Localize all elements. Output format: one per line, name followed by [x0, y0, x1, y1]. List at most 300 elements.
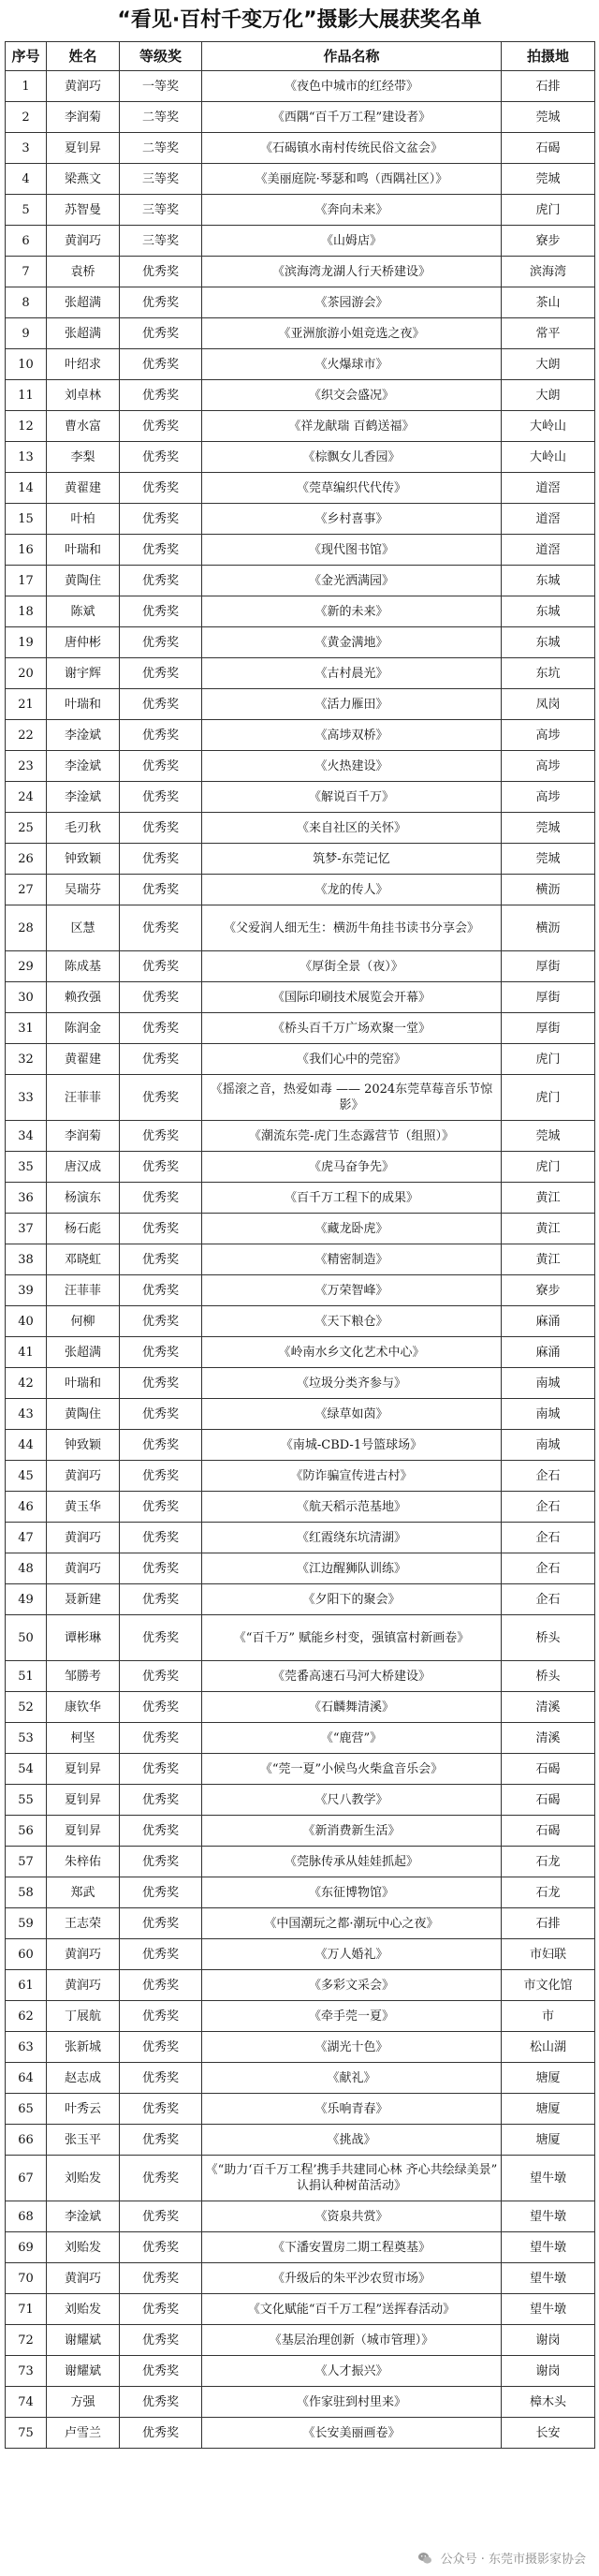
cell-name: 黄翟建 [47, 1044, 120, 1075]
cell-work-title: 《西隅“百千万工程”建设者》 [202, 102, 502, 133]
cell-index: 28 [6, 905, 47, 951]
cell-index: 29 [6, 951, 47, 982]
cell-index: 61 [6, 1970, 47, 2001]
cell-location: 大朗 [502, 380, 595, 411]
cell-name: 夏钊昇 [47, 1754, 120, 1785]
cell-work-title: 《岭南水乡文化艺术中心》 [202, 1337, 502, 1368]
award-table [5, 41, 595, 2449]
cell-location: 横沥 [502, 875, 595, 905]
cell-work-title: 《高埗双桥》 [202, 720, 502, 751]
cell-name: 黄润巧 [47, 2263, 120, 2294]
cell-index: 45 [6, 1461, 47, 1492]
cell-index: 42 [6, 1368, 47, 1399]
table-header-row [6, 42, 595, 71]
cell-index: 10 [6, 349, 47, 380]
header-index: 序号 [6, 42, 47, 71]
cell-name: 张新城 [47, 2032, 120, 2063]
cell-index: 2 [6, 102, 47, 133]
cell-index: 39 [6, 1275, 47, 1306]
cell-index: 11 [6, 380, 47, 411]
cell-name: 唐仲彬 [47, 627, 120, 658]
table-row [6, 1152, 595, 1183]
cell-location: 茶山 [502, 287, 595, 318]
cell-location: 道滘 [502, 504, 595, 535]
cell-work-title: 《南城-CBD-1号篮球场》 [202, 1430, 502, 1461]
cell-work-title: 《国际印刷技术展览会开幕》 [202, 982, 502, 1013]
cell-work-title: 《茶园游会》 [202, 287, 502, 318]
cell-award-level: 优秀奖 [120, 1723, 202, 1754]
cell-award-level: 优秀奖 [120, 2325, 202, 2356]
cell-index: 8 [6, 287, 47, 318]
cell-index: 12 [6, 411, 47, 442]
cell-name: 聂新建 [47, 1584, 120, 1615]
table-row [6, 1723, 595, 1754]
cell-award-level: 优秀奖 [120, 504, 202, 535]
cell-location: 黄江 [502, 1183, 595, 1214]
cell-name: 王志荣 [47, 1908, 120, 1939]
cell-work-title: 《石碣镇水南村传统民俗文盆会》 [202, 133, 502, 164]
table-row [6, 596, 595, 627]
cell-location: 望牛墩 [502, 2232, 595, 2263]
cell-index: 62 [6, 2001, 47, 2032]
cell-index: 20 [6, 658, 47, 689]
cell-name: 袁桥 [47, 257, 120, 287]
cell-work-title: 《尺八教学》 [202, 1785, 502, 1816]
cell-name: 夏钊昇 [47, 1816, 120, 1847]
header-award-level: 等级奖 [120, 42, 202, 71]
cell-work-title: 《藏龙卧虎》 [202, 1214, 502, 1244]
cell-award-level: 优秀奖 [120, 2263, 202, 2294]
cell-name: 杨石彪 [47, 1214, 120, 1244]
cell-award-level: 优秀奖 [120, 2125, 202, 2156]
cell-index: 47 [6, 1523, 47, 1553]
table-row [6, 1337, 595, 1368]
cell-work-title: 《解说百千万》 [202, 782, 502, 813]
table-row [6, 2032, 595, 2063]
cell-work-title: 《乡村喜事》 [202, 504, 502, 535]
cell-location: 石碣 [502, 1816, 595, 1847]
table-row [6, 1939, 595, 1970]
cell-name: 吴瑞芬 [47, 875, 120, 905]
table-row [6, 2232, 595, 2263]
table-row [6, 1399, 595, 1430]
cell-location: 虎门 [502, 1075, 595, 1121]
cell-award-level: 优秀奖 [120, 951, 202, 982]
cell-name: 杨演东 [47, 1183, 120, 1214]
cell-work-title: 《黄金满地》 [202, 627, 502, 658]
cell-index: 44 [6, 1430, 47, 1461]
table-row [6, 689, 595, 720]
cell-award-level: 优秀奖 [120, 1661, 202, 1692]
cell-work-title: 《人才振兴》 [202, 2356, 502, 2387]
cell-work-title: 《棕飘女儿香园》 [202, 442, 502, 473]
cell-name: 区慧 [47, 905, 120, 951]
cell-work-title: 《东征博物馆》 [202, 1877, 502, 1908]
cell-work-title: 《乐响青春》 [202, 2094, 502, 2125]
table-row [6, 287, 595, 318]
cell-award-level: 优秀奖 [120, 782, 202, 813]
cell-award-level: 优秀奖 [120, 473, 202, 504]
cell-name: 刘卓林 [47, 380, 120, 411]
cell-award-level: 优秀奖 [120, 982, 202, 1013]
table-row [6, 844, 595, 875]
cell-name: 夏钊昇 [47, 1785, 120, 1816]
table-row [6, 2125, 595, 2156]
cell-name: 李润菊 [47, 102, 120, 133]
cell-work-title: 《美丽庭院·琴瑟和鸣（西隅社区）》 [202, 164, 502, 195]
cell-index: 6 [6, 226, 47, 257]
cell-award-level: 优秀奖 [120, 2001, 202, 2032]
cell-name: 黄陶住 [47, 566, 120, 596]
cell-location: 石排 [502, 71, 595, 102]
cell-award-level: 优秀奖 [120, 658, 202, 689]
cell-index: 7 [6, 257, 47, 287]
cell-name: 叶瑞和 [47, 535, 120, 566]
cell-award-level: 优秀奖 [120, 535, 202, 566]
table-row [6, 1075, 595, 1121]
cell-name: 谢宇辉 [47, 658, 120, 689]
cell-award-level: 优秀奖 [120, 257, 202, 287]
cell-location: 南城 [502, 1430, 595, 1461]
cell-location: 石龙 [502, 1847, 595, 1877]
cell-location: 高埗 [502, 720, 595, 751]
table-row [6, 2156, 595, 2201]
cell-name: 汪菲菲 [47, 1075, 120, 1121]
cell-index: 18 [6, 596, 47, 627]
cell-index: 46 [6, 1492, 47, 1523]
cell-location: 塘厦 [502, 2125, 595, 2156]
cell-name: 陈斌 [47, 596, 120, 627]
cell-index: 58 [6, 1877, 47, 1908]
table-row [6, 2294, 595, 2325]
table-row [6, 1877, 595, 1908]
cell-index: 72 [6, 2325, 47, 2356]
cell-work-title: 《祥龙献瑞 百鹤送福》 [202, 411, 502, 442]
cell-award-level: 优秀奖 [120, 1368, 202, 1399]
cell-work-title: 《摇滚之音，热爱如毒 —— 2024东莞草莓音乐节惊影》 [202, 1075, 502, 1121]
cell-location: 企石 [502, 1523, 595, 1553]
cell-location: 企石 [502, 1492, 595, 1523]
cell-award-level: 优秀奖 [120, 380, 202, 411]
cell-location: 石碣 [502, 1754, 595, 1785]
cell-award-level: 优秀奖 [120, 1013, 202, 1044]
cell-location: 南城 [502, 1368, 595, 1399]
cell-work-title: 《“鹿营”》 [202, 1723, 502, 1754]
cell-index: 60 [6, 1939, 47, 1970]
table-row [6, 1013, 595, 1044]
cell-award-level: 优秀奖 [120, 689, 202, 720]
cell-location: 莞城 [502, 813, 595, 844]
cell-award-level: 二等奖 [120, 102, 202, 133]
cell-work-title: 《亚洲旅游小姐竞选之夜》 [202, 318, 502, 349]
cell-work-title: 《莞番高速石马河大桥建设》 [202, 1661, 502, 1692]
cell-award-level: 三等奖 [120, 195, 202, 226]
cell-work-title: 《现代图书馆》 [202, 535, 502, 566]
table-row [6, 504, 595, 535]
cell-work-title: 《虎马奋争先》 [202, 1152, 502, 1183]
cell-work-title: 《火热建设》 [202, 751, 502, 782]
cell-award-level: 优秀奖 [120, 1553, 202, 1584]
cell-award-level: 优秀奖 [120, 2032, 202, 2063]
cell-name: 邹勝考 [47, 1661, 120, 1692]
cell-location: 东城 [502, 566, 595, 596]
cell-name: 张超满 [47, 318, 120, 349]
cell-award-level: 优秀奖 [120, 1939, 202, 1970]
cell-index: 51 [6, 1661, 47, 1692]
cell-name: 张玉平 [47, 2125, 120, 2156]
cell-index: 68 [6, 2201, 47, 2232]
cell-index: 65 [6, 2094, 47, 2125]
cell-award-level: 优秀奖 [120, 1244, 202, 1275]
cell-award-level: 优秀奖 [120, 1692, 202, 1723]
cell-award-level: 优秀奖 [120, 875, 202, 905]
cell-index: 1 [6, 71, 47, 102]
cell-index: 35 [6, 1152, 47, 1183]
cell-work-title: 《厚街全景（夜）》 [202, 951, 502, 982]
cell-index: 53 [6, 1723, 47, 1754]
cell-work-title: 《万人婚礼》 [202, 1939, 502, 1970]
cell-name: 黄润巧 [47, 1523, 120, 1553]
cell-name: 唐汉成 [47, 1152, 120, 1183]
cell-name: 李淦斌 [47, 720, 120, 751]
table-row [6, 1661, 595, 1692]
cell-name: 黄润巧 [47, 1553, 120, 1584]
cell-name: 汪菲菲 [47, 1275, 120, 1306]
cell-index: 66 [6, 2125, 47, 2156]
cell-location: 道滘 [502, 535, 595, 566]
cell-work-title: 《献礼》 [202, 2063, 502, 2094]
cell-award-level: 优秀奖 [120, 905, 202, 951]
cell-location: 石碣 [502, 133, 595, 164]
cell-award-level: 优秀奖 [120, 627, 202, 658]
cell-name: 陈成基 [47, 951, 120, 982]
table-row [6, 1785, 595, 1816]
cell-location: 东城 [502, 627, 595, 658]
cell-work-title: 《“百千万” 赋能乡村变，强镇富村新画卷》 [202, 1615, 502, 1661]
table-row [6, 2325, 595, 2356]
cell-work-title: 《绿草如茵》 [202, 1399, 502, 1430]
table-row [6, 1523, 595, 1553]
cell-award-level: 优秀奖 [120, 566, 202, 596]
table-row [6, 566, 595, 596]
cell-work-title: 《湖光十色》 [202, 2032, 502, 2063]
cell-name: 柯坚 [47, 1723, 120, 1754]
cell-award-level: 优秀奖 [120, 2156, 202, 2201]
table-row [6, 905, 595, 951]
table-row [6, 1492, 595, 1523]
cell-location: 虎门 [502, 195, 595, 226]
cell-location: 企石 [502, 1584, 595, 1615]
cell-award-level: 优秀奖 [120, 1399, 202, 1430]
cell-work-title: 《万荣智峰》 [202, 1275, 502, 1306]
cell-index: 43 [6, 1399, 47, 1430]
cell-location: 麻涌 [502, 1306, 595, 1337]
cell-award-level: 优秀奖 [120, 2387, 202, 2418]
cell-name: 毛刃秋 [47, 813, 120, 844]
cell-name: 叶秀云 [47, 2094, 120, 2125]
cell-index: 75 [6, 2418, 47, 2449]
cell-location: 大朗 [502, 349, 595, 380]
cell-index: 32 [6, 1044, 47, 1075]
table-row [6, 1430, 595, 1461]
cell-index: 9 [6, 318, 47, 349]
cell-award-level: 优秀奖 [120, 1461, 202, 1492]
table-row [6, 2001, 595, 2032]
cell-location: 企石 [502, 1461, 595, 1492]
cell-index: 27 [6, 875, 47, 905]
cell-location: 寮步 [502, 1275, 595, 1306]
cell-index: 37 [6, 1214, 47, 1244]
cell-name: 叶绍求 [47, 349, 120, 380]
cell-work-title: 《来自社区的关怀》 [202, 813, 502, 844]
cell-index: 22 [6, 720, 47, 751]
cell-work-title: 《潮流东莞-虎门生态露营节（组照）》 [202, 1121, 502, 1152]
cell-award-level: 优秀奖 [120, 1523, 202, 1553]
cell-work-title: 《牵手莞一夏》 [202, 2001, 502, 2032]
table-row [6, 951, 595, 982]
cell-index: 49 [6, 1584, 47, 1615]
cell-work-title: 《滨海湾龙湖人行天桥建设》 [202, 257, 502, 287]
cell-award-level: 优秀奖 [120, 596, 202, 627]
cell-location: 莞城 [502, 844, 595, 875]
header-work-title: 作品名称 [202, 42, 502, 71]
table-row [6, 2201, 595, 2232]
table-row [6, 1847, 595, 1877]
cell-location: 黄江 [502, 1244, 595, 1275]
cell-award-level: 优秀奖 [120, 1908, 202, 1939]
cell-award-level: 优秀奖 [120, 1492, 202, 1523]
cell-name: 李润菊 [47, 1121, 120, 1152]
cell-name: 刘贻发 [47, 2294, 120, 2325]
cell-work-title: 《垃圾分类齐参与》 [202, 1368, 502, 1399]
cell-work-title: 《新消费新生活》 [202, 1816, 502, 1847]
table-row [6, 1244, 595, 1275]
cell-award-level: 优秀奖 [120, 2232, 202, 2263]
cell-location: 虎门 [502, 1152, 595, 1183]
cell-award-level: 优秀奖 [120, 1615, 202, 1661]
cell-work-title: 《父爱润人细无生：横沥牛角挂书读书分享会》 [202, 905, 502, 951]
table-row [6, 751, 595, 782]
cell-location: 市妇联 [502, 1939, 595, 1970]
cell-award-level: 三等奖 [120, 226, 202, 257]
cell-location: 长安 [502, 2418, 595, 2449]
cell-work-title: 《火爆球市》 [202, 349, 502, 380]
table-row [6, 1214, 595, 1244]
cell-name: 康钦华 [47, 1692, 120, 1723]
table-row [6, 1275, 595, 1306]
table-row [6, 720, 595, 751]
table-row [6, 133, 595, 164]
cell-index: 33 [6, 1075, 47, 1121]
cell-award-level: 优秀奖 [120, 1816, 202, 1847]
cell-name: 黄润巧 [47, 226, 120, 257]
table-row [6, 2063, 595, 2094]
cell-award-level: 优秀奖 [120, 1970, 202, 2001]
cell-index: 16 [6, 535, 47, 566]
cell-location: 厚街 [502, 951, 595, 982]
cell-award-level: 优秀奖 [120, 1754, 202, 1785]
cell-award-level: 优秀奖 [120, 844, 202, 875]
table-row [6, 1692, 595, 1723]
cell-location: 厚街 [502, 982, 595, 1013]
cell-index: 36 [6, 1183, 47, 1214]
cell-name: 邓晓虹 [47, 1244, 120, 1275]
table-row [6, 627, 595, 658]
cell-name: 赖孜强 [47, 982, 120, 1013]
cell-name: 赵志成 [47, 2063, 120, 2094]
cell-location: 谢岗 [502, 2325, 595, 2356]
cell-name: 刘贻发 [47, 2156, 120, 2201]
cell-work-title: 《红霞绕东坑清湖》 [202, 1523, 502, 1553]
cell-work-title: 《织交会盛况》 [202, 380, 502, 411]
cell-work-title: 《天下粮仓》 [202, 1306, 502, 1337]
cell-award-level: 优秀奖 [120, 349, 202, 380]
cell-index: 63 [6, 2032, 47, 2063]
cell-location: 石龙 [502, 1877, 595, 1908]
cell-award-level: 优秀奖 [120, 720, 202, 751]
table-row [6, 473, 595, 504]
cell-work-title: 《山姆店》 [202, 226, 502, 257]
cell-index: 30 [6, 982, 47, 1013]
cell-name: 谭彬琳 [47, 1615, 120, 1661]
table-row [6, 658, 595, 689]
cell-index: 73 [6, 2356, 47, 2387]
cell-index: 41 [6, 1337, 47, 1368]
cell-index: 13 [6, 442, 47, 473]
cell-location: 莞城 [502, 102, 595, 133]
cell-location: 石排 [502, 1908, 595, 1939]
cell-location: 望牛墩 [502, 2263, 595, 2294]
cell-index: 19 [6, 627, 47, 658]
table-row [6, 442, 595, 473]
cell-award-level: 优秀奖 [120, 2094, 202, 2125]
cell-index: 14 [6, 473, 47, 504]
cell-name: 黄陶住 [47, 1399, 120, 1430]
table-row [6, 982, 595, 1013]
cell-work-title: 《石麟舞清溪》 [202, 1692, 502, 1723]
cell-index: 3 [6, 133, 47, 164]
cell-index: 24 [6, 782, 47, 813]
cell-location: 清溪 [502, 1692, 595, 1723]
cell-award-level: 优秀奖 [120, 2201, 202, 2232]
cell-work-title: 《百千万工程下的成果》 [202, 1183, 502, 1214]
cell-work-title: 《“助力‘百千万工程’携手共建同心林 齐心共绘绿美景” 认捐认种树苗活动》 [202, 2156, 502, 2201]
cell-location: 黄江 [502, 1214, 595, 1244]
cell-work-title: 《古村晨光》 [202, 658, 502, 689]
cell-work-title: 《莞脉传承从娃娃抓起》 [202, 1847, 502, 1877]
table-row [6, 1970, 595, 2001]
cell-award-level: 优秀奖 [120, 1075, 202, 1121]
cell-index: 4 [6, 164, 47, 195]
cell-index: 25 [6, 813, 47, 844]
table-row [6, 380, 595, 411]
table-row [6, 71, 595, 102]
cell-award-level: 优秀奖 [120, 1121, 202, 1152]
cell-work-title: 《“莞一夏”小候鸟火柴盒音乐会》 [202, 1754, 502, 1785]
cell-index: 31 [6, 1013, 47, 1044]
table-row [6, 102, 595, 133]
table-row [6, 2356, 595, 2387]
cell-name: 苏智曼 [47, 195, 120, 226]
cell-location: 大岭山 [502, 442, 595, 473]
table-row [6, 2263, 595, 2294]
cell-work-title: 《江边醒狮队训练》 [202, 1553, 502, 1584]
cell-location: 石碣 [502, 1785, 595, 1816]
cell-location: 企石 [502, 1553, 595, 1584]
table-row [6, 1368, 595, 1399]
table-row [6, 1461, 595, 1492]
cell-award-level: 优秀奖 [120, 2418, 202, 2449]
